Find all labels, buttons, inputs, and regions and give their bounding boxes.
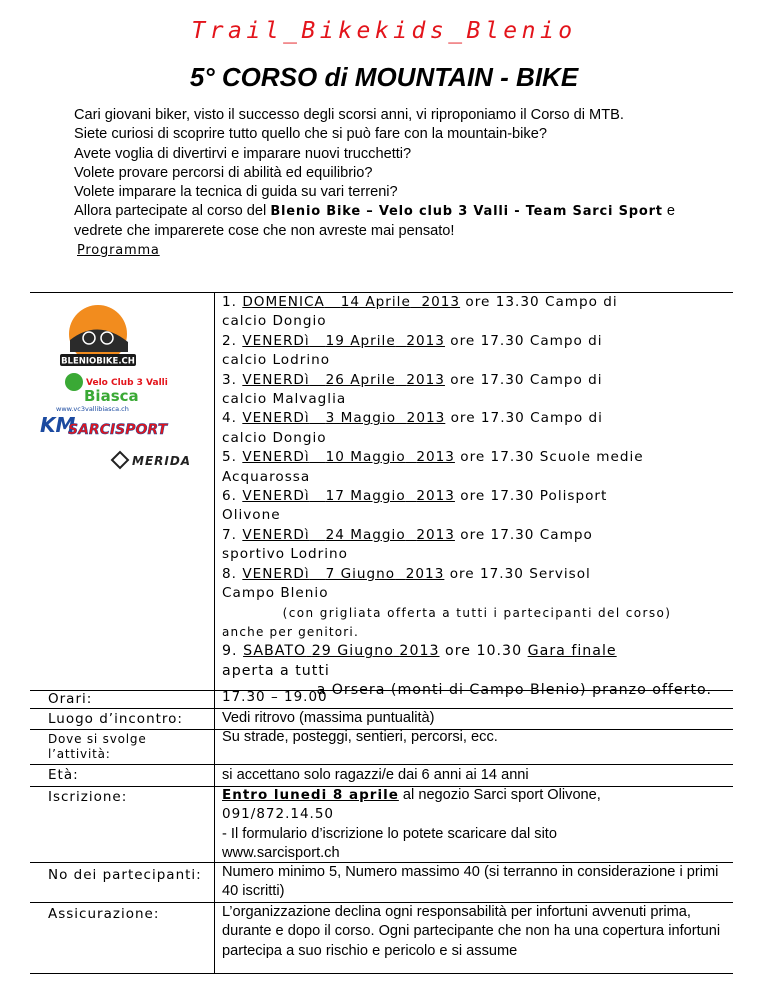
item-year: 2013 <box>421 294 461 310</box>
intro-line: Avete voglia di divertirvi e imparare nuovi trucchetti? <box>74 145 412 162</box>
final-date: 29 Giugno <box>311 643 394 660</box>
final-time: ore 10.30 <box>445 643 523 660</box>
eta-label: Età: <box>48 767 79 783</box>
sponsor-logos <box>34 300 212 480</box>
table-column-divider <box>214 292 215 973</box>
final-event-name: Gara finale <box>527 643 617 660</box>
item-time: ore 13.30 <box>465 294 540 310</box>
intro-line: Cari giovani biker, visto il successo degli scorsi anni, vi riproponiamo il Corso di MTB. <box>74 107 624 123</box>
phone-number: 091/872.14.50 <box>222 806 335 823</box>
vc3valli-emblem <box>65 373 83 391</box>
item-day: VENERDì <box>242 526 310 543</box>
intro-text-segment: Allora partecipate al corso del <box>74 203 271 220</box>
item-place: Campo di <box>530 410 603 427</box>
partecipanti-value: Numero minimo 5, Numero massimo 40 (si terranno in considerazione i primi 40 iscritti) <box>222 864 719 900</box>
item-place-continued: calcio Malvaglia <box>222 391 347 408</box>
item-time: ore 17.30 <box>450 410 525 427</box>
item-place: Campo di <box>544 294 618 310</box>
grill-note: (con grigliata offerta a tutti i partecipanti del corso) <box>282 605 672 620</box>
item-time: ore 17.30 <box>450 371 525 388</box>
schedule-line <box>222 371 732 390</box>
schedule-line <box>222 293 732 312</box>
final-number: 9. <box>222 643 238 660</box>
item-time: ore 17.30 <box>450 332 525 349</box>
intro-line: Volete provare percorsi di abilità ed equilibrio? <box>74 164 373 181</box>
iscrizione-phone <box>222 805 732 824</box>
item-place-continued: sportivo Lodrino <box>222 546 348 563</box>
item-place-continued: calcio Dongio <box>222 313 327 330</box>
intro-line: Volete imparare la tecnica di guida su vari terreni? <box>74 184 398 201</box>
item-number: 8. <box>222 565 237 582</box>
item-place: Scuole medie <box>539 449 644 466</box>
item-place: Campo di <box>529 371 603 388</box>
course-title: 5° CORSO di MOUNTAIN - BIKE <box>189 62 579 92</box>
programma-line <box>74 241 704 260</box>
schedule-item <box>222 293 732 332</box>
item-date: 26 Aprile <box>325 371 396 388</box>
final-open: aperta a tutti <box>222 662 330 679</box>
item-day: VENERDì <box>242 371 310 388</box>
item-year: 2013 <box>416 526 455 543</box>
vc3valli-logo <box>56 373 168 413</box>
item-time: ore 17.30 <box>449 565 524 582</box>
grill-note-parents: anche per genitori. <box>222 624 359 639</box>
item-year: 2013 <box>406 332 445 349</box>
assicurazione-label: Assicurazione: <box>48 906 160 922</box>
item-date-group <box>242 527 455 543</box>
vc3valli-text: Velo Club 3 Valli <box>86 378 168 388</box>
item-date: 17 Maggio <box>325 488 406 505</box>
schedule-item <box>222 526 732 565</box>
item-date-group <box>242 372 445 388</box>
final-line <box>222 642 732 661</box>
intro-text <box>74 106 704 260</box>
item-year: 2013 <box>416 488 455 505</box>
km-text: KM <box>40 413 76 437</box>
row-rule <box>30 764 733 765</box>
final-location: a Orsera (monti di Campo Blenio) pranzo offerto. <box>316 682 712 699</box>
programma-heading: Programma <box>77 243 160 259</box>
table-bottom-rule <box>30 973 733 974</box>
item-year: 2013 <box>406 410 446 427</box>
vc3valli-website: www.vc3vallibiasca.ch <box>56 405 129 413</box>
schedule-item <box>222 409 732 448</box>
schedule-line <box>222 565 732 584</box>
schedule-item <box>222 371 732 410</box>
item-date-group <box>242 294 460 310</box>
biasca-text: Biasca <box>84 387 139 405</box>
item-place-continued: Campo Blenio <box>222 585 329 602</box>
item-time: ore 17.30 <box>460 526 535 543</box>
final-day: SABATO <box>243 643 307 660</box>
item-date: 14 Aprile <box>340 294 411 310</box>
merida-logo <box>112 452 191 468</box>
item-day: VENERDì <box>242 449 310 466</box>
item-place: Polisport <box>539 488 608 505</box>
item-time: ore 17.30 <box>460 488 535 505</box>
assicurazione-value: L’organizzazione declina ogni responsabilità per infortuni avvenuti prima, durante e dopo il corso. Ogni partecipante che non ha una copertura infortuni partecipa a suo rischio e pericolo e si assume <box>222 904 721 959</box>
item-number: 7. <box>222 526 237 543</box>
orari-text: 17.30 – 19.00 <box>222 689 328 705</box>
schedule-item <box>222 565 732 604</box>
orari-value <box>222 688 732 707</box>
item-day: VENERDì <box>242 410 310 427</box>
dove-label: Dove si svolge l’attività: <box>48 732 147 761</box>
intro-text-segment: e vedrete che imparerete cose che non avreste mai pensato! <box>74 203 675 239</box>
schedule <box>222 293 732 701</box>
item-number: 2. <box>222 332 237 349</box>
item-place-continued: calcio Lodrino <box>222 352 331 369</box>
iscrizione-value <box>222 786 732 863</box>
item-date-group <box>242 566 444 582</box>
item-number: 4. <box>222 410 237 427</box>
item-day: VENERDì <box>242 565 310 582</box>
iscrizione-shop: al negozio Sarci sport Olivone, <box>398 787 601 803</box>
schedule-item <box>222 487 732 526</box>
intro-line: Siete curiosi di scoprire tutto quello che si può fare con la mountain-bike? <box>74 126 547 143</box>
item-date: 24 Maggio <box>325 526 406 543</box>
iscrizione-line <box>222 786 732 805</box>
luogo-label: Luogo d’incontro: <box>48 711 183 727</box>
iscrizione-form: - Il formulario d’iscrizione lo potete scaricare dal sito <box>222 825 557 842</box>
merida-emblem <box>112 452 128 468</box>
item-place-continued: calcio Dongio <box>222 429 327 446</box>
dove-value: Su strade, posteggi, sentieri, percorsi, ecc. <box>222 729 498 745</box>
bleniobike-logo <box>60 305 136 367</box>
item-date: 7 Giugno <box>325 565 396 582</box>
item-number: 3. <box>222 371 237 388</box>
item-place: Servisol <box>529 565 591 582</box>
schedule-line <box>222 448 732 467</box>
item-number: 5. <box>222 449 237 466</box>
schedule-line <box>222 487 732 506</box>
page-title: Trail_Bikekids_Blenio <box>191 18 577 44</box>
item-number: 1. <box>222 294 237 310</box>
sarcisport-logo <box>38 413 172 438</box>
iscrizione-deadline: Entro lunedi 8 aprile <box>222 787 399 803</box>
schedule-item <box>222 448 732 487</box>
item-year: 2013 <box>405 565 445 582</box>
item-place-continued: Olivone <box>222 507 281 524</box>
item-year: 2013 <box>416 449 455 466</box>
orari-label: Orari: <box>48 691 93 707</box>
club-name: Blenio Bike – Velo club 3 Valli - Team Sarci Sport <box>270 204 663 220</box>
item-date-group <box>242 333 445 349</box>
final-year: 2013 <box>399 643 440 660</box>
schedule-line <box>222 332 732 351</box>
item-day: VENERDì <box>242 488 310 505</box>
item-place: Campo di <box>529 332 603 349</box>
item-place-continued: Acquarossa <box>222 468 311 485</box>
luogo-value: Vedi ritrovo (massima puntualità) <box>222 710 435 726</box>
item-number: 6. <box>222 488 237 505</box>
eta-value: si accettano solo ragazzi/e dai 6 anni ai 14 anni <box>222 767 529 783</box>
item-place: Campo <box>539 526 593 543</box>
item-date-group <box>242 449 455 465</box>
schedule-item <box>222 332 732 371</box>
item-time: ore 17.30 <box>460 449 535 466</box>
item-day: DOMENICA <box>242 294 325 310</box>
item-year: 2013 <box>406 371 445 388</box>
partecipanti-label: No dei partecipanti: <box>48 867 202 883</box>
item-date: 19 Aprile <box>325 332 396 349</box>
item-date-group <box>242 410 445 426</box>
iscrizione-site: www.sarcisport.ch <box>222 844 340 861</box>
item-day: VENERDì <box>242 332 310 349</box>
final-date-group <box>243 643 439 659</box>
item-date: 3 Maggio <box>325 410 397 427</box>
item-date-group <box>242 488 455 504</box>
item-date: 10 Maggio <box>325 449 406 466</box>
iscrizione-label: Iscrizione: <box>48 789 128 805</box>
bleniobike-text: BLENIOBIKE.CH <box>61 356 135 367</box>
sarcisport-text: SARCISPORT <box>68 422 168 438</box>
schedule-line <box>222 409 732 428</box>
schedule-line <box>222 526 732 545</box>
intro-line <box>74 202 704 241</box>
merida-text: MERIDA <box>132 454 192 468</box>
